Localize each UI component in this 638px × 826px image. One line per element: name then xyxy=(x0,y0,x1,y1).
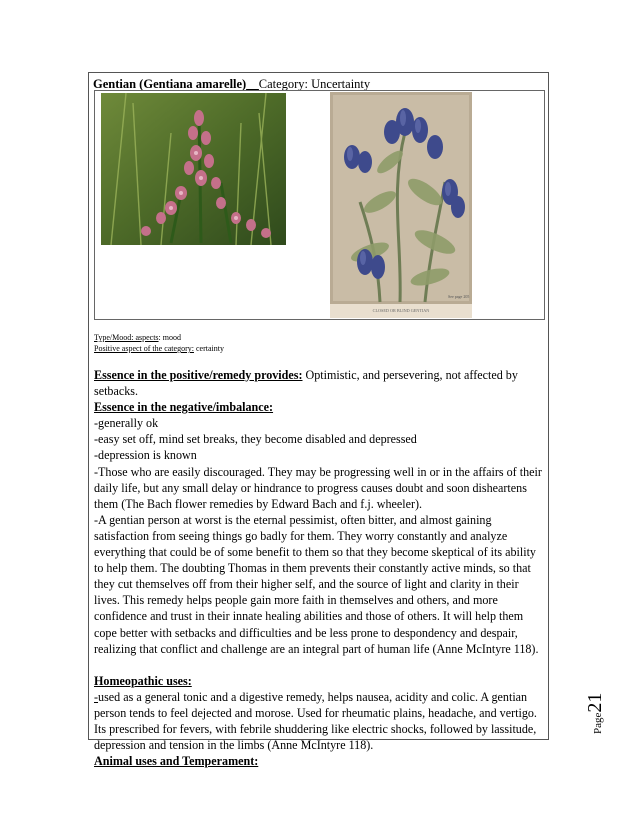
homeopathic-text xyxy=(94,689,546,753)
negative-line: -Those who are easily discouraged. They may be progressing well in or in the affairs of their daily life, but any small delay or hindrance to progress causes doubt and soon disheartens them (The Bach flower remedies by Edward Bach and f.j. wheeler). xyxy=(94,464,542,511)
type-mood-label: Type/Mood: aspects xyxy=(94,333,159,342)
page-label: Page xyxy=(592,712,604,734)
homeopathic-dash: - xyxy=(94,689,99,704)
spacer xyxy=(94,657,546,673)
gentian-illustration xyxy=(330,92,472,318)
negative-line: -generally ok xyxy=(94,416,159,431)
essence-positive xyxy=(94,367,546,399)
homeopathic-body: used as a general tonic and a digestive remedy, helps nausea, acidity and colic. A gentian person tends to feel dejected and morose. Used for rheumatic plains, headache, and vertigo. Its prescribed for fevers, with febrile shuddering like electric shocks, followed by lassitude, depression and tension in the limbs (Anne McIntyre 118). xyxy=(94,689,537,753)
negative-line: -easy set off, mind set breaks, they become disabled and depressed xyxy=(94,432,417,447)
negative-line: -depression is known xyxy=(94,448,197,463)
homeopathic-heading: Homeopathic uses: xyxy=(94,673,192,688)
positive-aspect-line xyxy=(94,344,224,353)
body-text xyxy=(94,367,546,769)
illustration-pageref: See page 205 xyxy=(448,294,470,299)
essence-negative-heading: Essence in the negative/imbalance: xyxy=(94,400,274,415)
type-mood-value: : mood xyxy=(158,333,181,342)
negative-line: -A gentian person at worst is the eternal pessimist, often bitter, and almost gaining satisfaction from seeing things go badly for them. They worry constantly and analyze everything that could be of some benefit to them so that they become skeptical of its ability to help them. The doubting Thomas in them prevents their constantly active minds, so that they cut themselves off from their higher self, and the source of light and clarity in their lives. This remedy helps people gain more faith in themselves and others, and more confidence and trust in their innate healing abilities and those of others. It will help them cope better with setbacks and difficulties and be less prone to despondency and despair, realizing that conflict and challenge are an integral part of human life (Anne McIntyre 118). xyxy=(94,512,539,656)
positive-aspect-value: certainty xyxy=(193,344,224,353)
category-label: Category: Uncertainty xyxy=(258,77,371,91)
positive-aspect-label: Positive aspect of the category: xyxy=(94,344,194,353)
page-number xyxy=(584,693,607,734)
page-digits: 21 xyxy=(584,692,606,713)
essence-positive-text: Optimistic, and persevering, not affected by setbacks. xyxy=(94,368,518,399)
title-separator: __ xyxy=(246,77,259,91)
gentian-photo xyxy=(101,93,286,245)
remedy-name: Gentian (Gentiana amarelle) xyxy=(93,77,247,91)
essence-positive-heading: Essence in the positive/remedy provides: xyxy=(94,368,303,382)
animal-uses-heading: Animal uses and Temperament: xyxy=(94,754,259,769)
illustration-caption: CLOSED OR BLIND GENTIAN xyxy=(372,308,430,313)
type-mood-line xyxy=(94,333,181,342)
